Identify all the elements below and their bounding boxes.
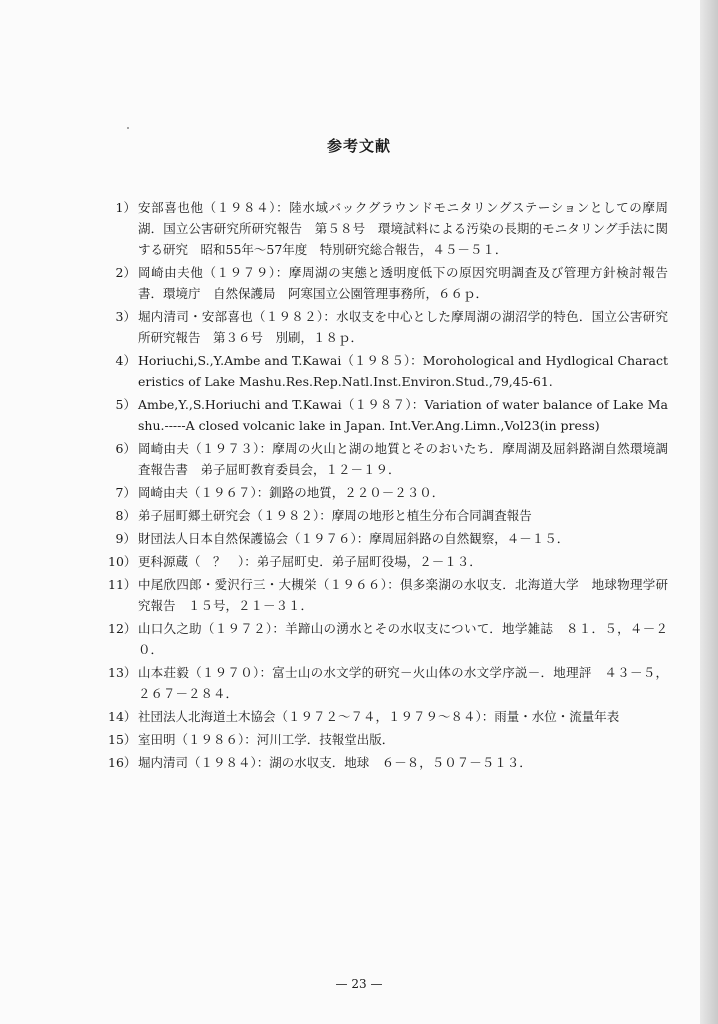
reference-number: 10） bbox=[108, 554, 137, 569]
reference-number: 2） bbox=[115, 265, 136, 280]
reference-number: 4） bbox=[115, 353, 136, 368]
reference-text: 山口久之助（１９７２）：羊蹄山の湧水とその水収支について．地学雑誌 ８１．５，４－２０． bbox=[138, 621, 668, 657]
reference-text: 中尾欣四郎・愛沢行三・大槻栄（１９６６）：倶多楽湖の水収支．北海道大学 地球物理学研究報告 １５号，２１－３１． bbox=[138, 577, 668, 613]
reference-item bbox=[108, 752, 668, 773]
reference-item bbox=[108, 706, 668, 727]
reference-text: 岡崎由夫（１９７３）：摩周の火山と湖の地質とそのおいたち．摩周湖及屈斜路湖自然環境調査報告書 弟子屈町教育委員会，１２－１９． bbox=[138, 441, 668, 477]
reference-text: Horiuchi,S.,Y.Ambe and T.Kawai（１９８５）：Morohological and Hydlogical Characteristics of Lake Mashu.Res.Rep.Natl.Inst.Environ.Stud.,79,45-61. bbox=[138, 353, 668, 389]
reference-number: 9） bbox=[115, 531, 136, 546]
reference-text: 室田明（１９８６）：河川工学．技報堂出版． bbox=[138, 732, 395, 747]
reference-item bbox=[108, 438, 668, 480]
reference-item bbox=[108, 482, 668, 503]
reference-number: 7） bbox=[115, 485, 136, 500]
scan-edge-shadow bbox=[700, 0, 718, 1024]
reference-number: 8） bbox=[115, 508, 136, 523]
reference-number: 16） bbox=[108, 755, 137, 770]
reference-text: 山本荘毅（１９７０）：富士山の水文学的研究－火山体の水文学序説－．地理評 ４３－５，２６７－２８４． bbox=[138, 665, 668, 701]
reference-item bbox=[108, 505, 668, 526]
reference-item bbox=[108, 729, 668, 750]
reference-number: 12） bbox=[108, 621, 137, 636]
reference-text: 更科源蔵（ ？ ）：弟子屈町史．弟子屈町役場，２－１３． bbox=[138, 554, 482, 569]
reference-number: 5） bbox=[115, 397, 136, 412]
reference-number: 3） bbox=[115, 309, 136, 324]
reference-item bbox=[108, 197, 668, 260]
reference-item bbox=[108, 394, 668, 436]
reference-item bbox=[108, 350, 668, 392]
page-title: 参考文献 bbox=[326, 137, 391, 155]
reference-text: 安部喜也他（１９８４）：陸水域バックグラウンドモニタリングステーションとしての摩周湖．国立公害研究所研究報告 第５８号 環境試料による汚染の長期的モニタリング手法に関する研究 昭和55年～57年度 特別研究総合報告，４５－５１． bbox=[138, 200, 668, 257]
reference-number: 1） bbox=[115, 200, 136, 215]
reference-text: Ambe,Y.,S.Horiuchi and T.Kawai（１９８７）：Variation of water balance of Lake Mashu.-----A closed volcanic lake in Japan. Int.Ver.Ang.Limn.,Vol23(in press) bbox=[138, 397, 668, 433]
reference-item bbox=[108, 662, 668, 704]
reference-list bbox=[108, 197, 668, 775]
reference-number: 11） bbox=[108, 577, 137, 592]
reference-item bbox=[108, 551, 668, 572]
reference-text: 社団法人北海道土木協会（１９７２～７４，１９７９～８４）：雨量・水位・流量年表 bbox=[138, 709, 620, 724]
reference-text: 岡崎由夫（１９６７）：釧路の地質，２２０－２３０． bbox=[138, 485, 445, 500]
reference-item bbox=[108, 528, 668, 549]
reference-text: 岡崎由夫他（１９７９）：摩周湖の実態と透明度低下の原因究明調査及び管理方針検討報告書．環境庁 自然保護局 阿寒国立公園管理事務所，６６ｐ． bbox=[138, 265, 668, 301]
scan-speck bbox=[127, 127, 129, 129]
reference-number: 13） bbox=[108, 665, 137, 680]
reference-item bbox=[108, 262, 668, 304]
reference-text: 堀内清司・安部喜也（１９８２）：水収支を中心とした摩周湖の湖沼学的特色．国立公害研究所研究報告 第３６号 別刷，１８ｐ． bbox=[138, 309, 668, 345]
reference-item bbox=[108, 618, 668, 660]
reference-item bbox=[108, 574, 668, 616]
reference-number: 6） bbox=[115, 441, 136, 456]
reference-text: 財団法人日本自然保護協会（１９７６）：摩周屈斜路の自然観察，４－１５． bbox=[138, 531, 570, 546]
reference-text: 弟子屈町郷土研究会（１９８２）：摩周の地形と植生分布合同調査報告 bbox=[138, 508, 532, 523]
page-number: — 23 — bbox=[335, 977, 383, 991]
reference-number: 15） bbox=[108, 732, 137, 747]
reference-item bbox=[108, 306, 668, 348]
reference-text: 堀内清司（１９８４）：湖の水収支．地球 ６－８，５０７－５１３． bbox=[138, 755, 532, 770]
reference-number: 14） bbox=[108, 709, 137, 724]
